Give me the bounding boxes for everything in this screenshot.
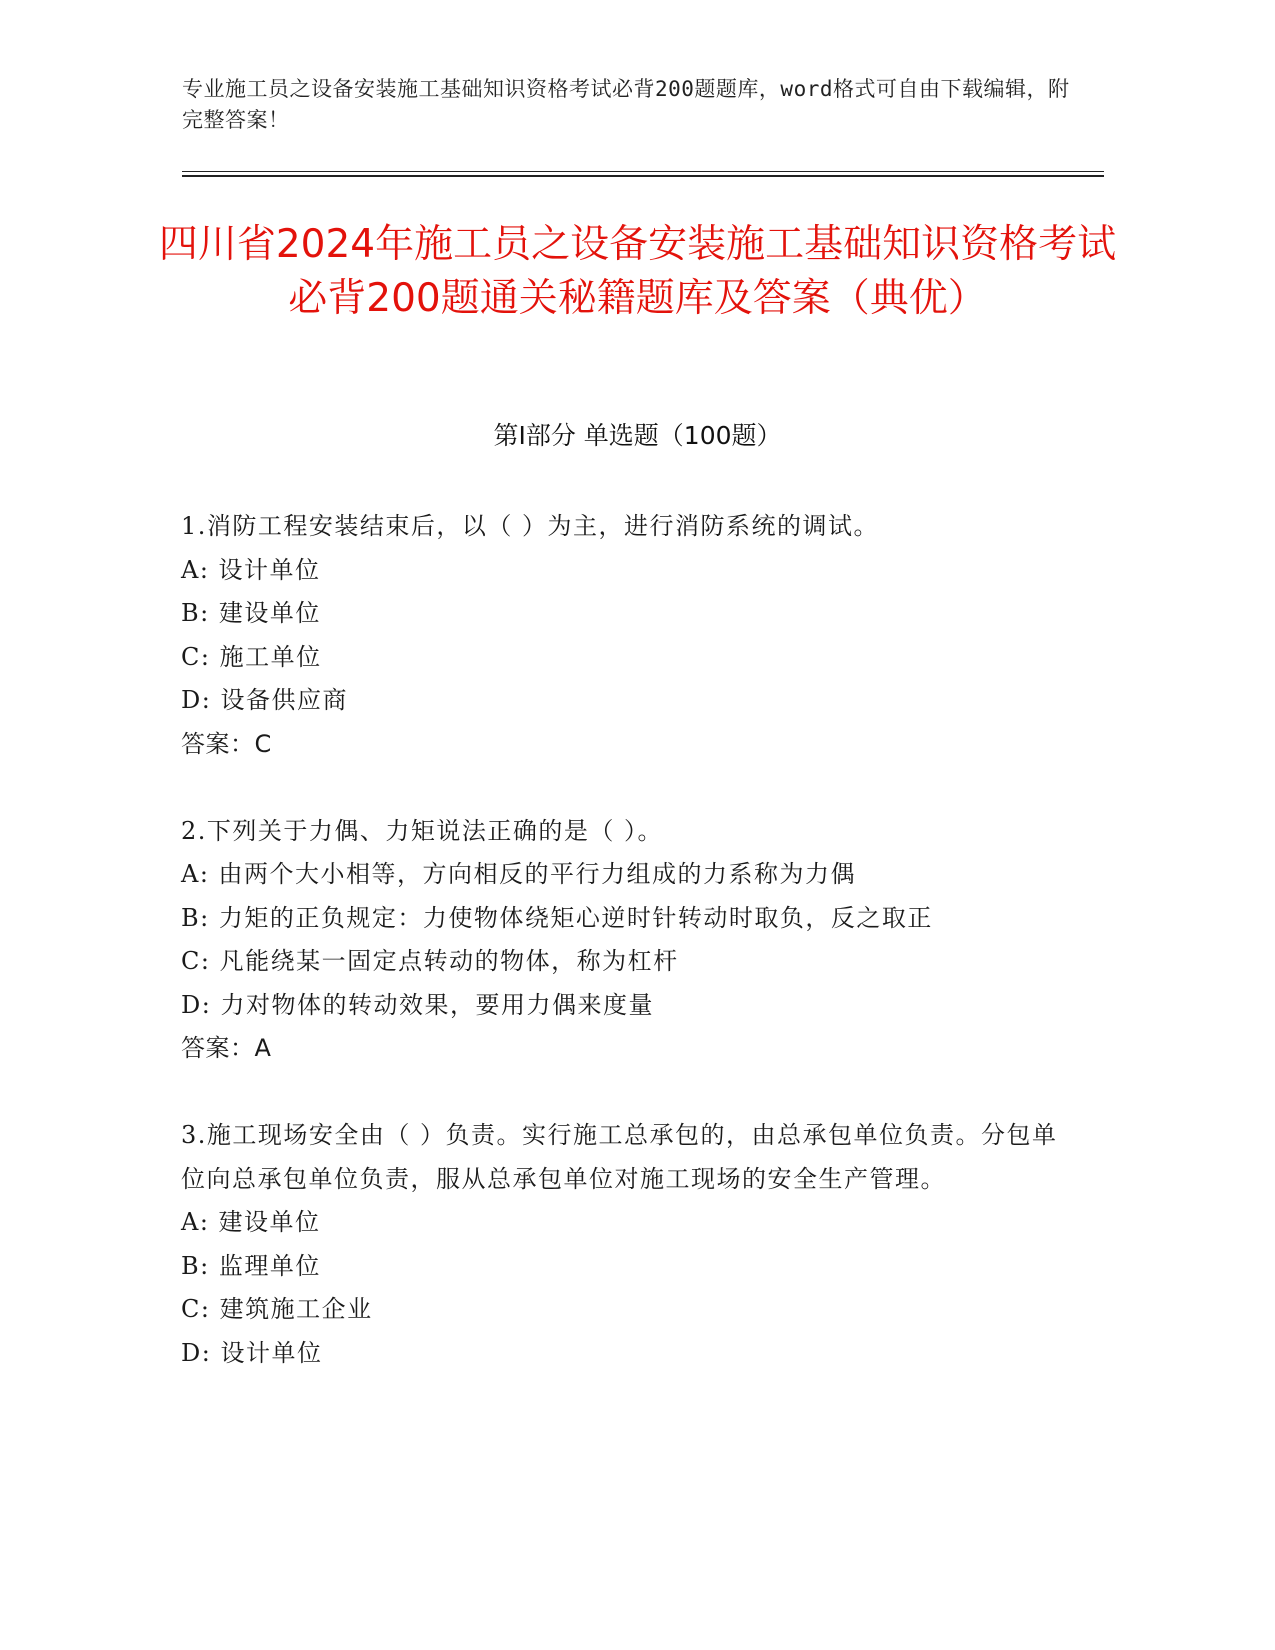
option-a: A: 建设单位 (181, 1208, 321, 1236)
option-c: C: 施工单位 (181, 642, 322, 671)
option-d: D: 设备供应商 (181, 686, 348, 714)
document-title: 四川省2024年施工员之设备安装施工基础知识资格考试必背200题通关秘籍题库及答案（典优） (158, 222, 1117, 321)
section-heading: 第I部分 单选题（100题） (493, 421, 782, 450)
header-divider-thick (182, 175, 1104, 177)
option-d: D: 力对物体的转动效果，要用力偶来度量 (181, 990, 654, 1019)
question-stem: 1.消防工程安装结束后，以（ ）为主，进行消防系统的调试。 (181, 512, 880, 540)
option-b: B: 建设单位 (181, 599, 321, 627)
answer: 答案：A (181, 1034, 272, 1062)
option-c: C: 建筑施工企业 (181, 1295, 373, 1323)
option-b: B: 监理单位 (181, 1251, 321, 1280)
question-2 (181, 810, 1061, 1071)
option-d: D: 设计单位 (181, 1338, 323, 1367)
option-c: C: 凡能绕某一固定点转动的物体，称为杠杆 (181, 947, 679, 975)
question-stem: 3.施工现场安全由（ ）负责。实行施工总承包的，由总承包单位负责。分包单位向总承包单位负责，服从总承包单位对施工现场的安全生产管理。 (181, 1121, 1058, 1193)
question-list (181, 505, 1061, 1419)
question-1 (181, 505, 1061, 766)
option-a: A: 由两个大小相等，方向相反的平行力组成的力系称为力偶 (181, 860, 857, 888)
option-b: B: 力矩的正负规定：力使物体绕矩心逆时针转动时取负，反之取正 (181, 903, 933, 932)
answer: 答案：C (181, 729, 272, 758)
question-3 (181, 1114, 1061, 1375)
header-divider-thin (182, 171, 1104, 172)
option-a: A: 设计单位 (181, 555, 321, 584)
header-note: 专业施工员之设备安装施工基础知识资格考试必背200题题库，word格式可自由下载编辑，附完整答案！ (182, 77, 1070, 132)
question-stem: 2.下列关于力偶、力矩说法正确的是（ ）。 (181, 816, 664, 845)
